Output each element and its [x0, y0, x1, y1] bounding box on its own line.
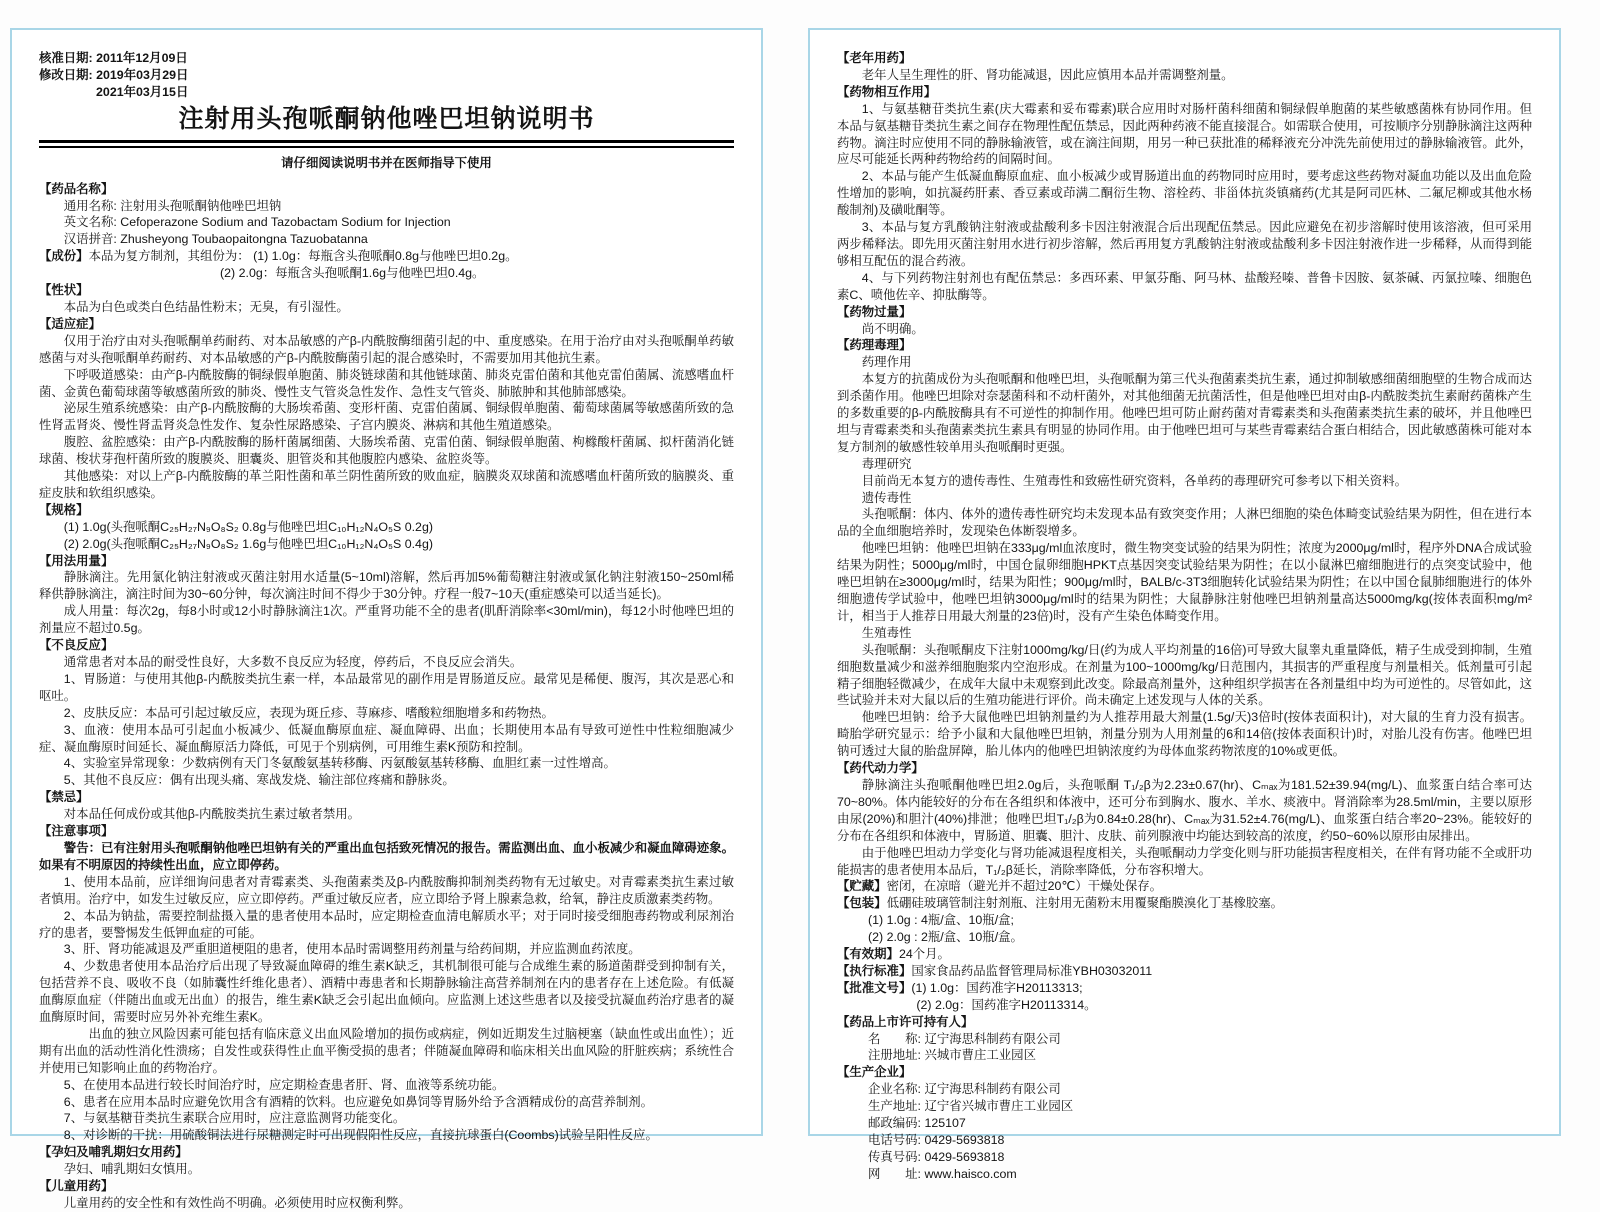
section-heading: 【用法用量】 — [39, 553, 114, 568]
section-heading: 【性状】 — [39, 283, 89, 298]
section-inline — [837, 963, 1532, 980]
paragraph: 静脉滴注头孢哌酮他唑巴坦2.0g后，头孢哌酮 T₁/₂β为2.23±0.67(hr)、Cₘₐₓ为181.52±39.94(mg/L)、血浆蛋白结合率可达70~80%。体内能较好的分布在各组织和体液中，还可分布到胸水、腹水、羊水、痰液中。肾消除率为28.5ml/min，主要以原形由尿(20%)和胆汁(40%)排泄；他唑巴坦T₁/₂β为0.84±0.28(hr)、Cₘₐₓ为31.52±4.76(mg/L)、血浆蛋白结合率20~23%。能较好的分布在各组织和体液中，胃肠道、胆囊、胆汁、皮肤、前列腺液中均能达到较高的浓度，约50~60%以原形由尿排出。 — [837, 777, 1532, 843]
page-right — [808, 28, 1561, 1181]
paragraph: 1、胃肠道：与使用其他β-内酰胺类抗生素一样，本品最常见的副作用是胃肠道反应。最常见是稀便、腹泻，其次是恶心和呕吐。 — [39, 671, 734, 703]
title-divider — [39, 140, 734, 148]
continuation-line: (2) 2.0g：国药准字H20113314。 — [916, 997, 1097, 1012]
detail-line: 英文名称: Cefoperazone Sodium and Tazobactam Sodium for Injection — [63, 215, 451, 230]
paragraph: 尚不明确。 — [861, 321, 924, 336]
section-inline — [837, 980, 1532, 997]
detail-line: 注册地址: 兴城市曹庄工业园区 — [868, 1048, 1036, 1063]
section-heading: 【有效期】 — [837, 947, 899, 962]
section-heading: 【药品上市许可持有人】 — [837, 1014, 974, 1029]
paragraph: 生殖毒性 — [861, 625, 912, 640]
paragraph: 毒理研究 — [861, 456, 912, 471]
paragraph: 遗传毒性 — [861, 490, 912, 505]
document-title: 注射用头孢哌酮钠他唑巴坦钠说明书 — [178, 104, 595, 133]
paragraph: 2、皮肤反应：本品可引起过敏反应，表现为斑丘疹、荨麻疹、嗜酸粒细胞增多和药物热。 — [63, 705, 554, 720]
paragraph: 他唑巴坦钠：给予大鼠他唑巴坦钠剂量约为人推荐用最大剂量(1.5g/天)3倍时(按体表面积计)，对大鼠的生育力没有损害。畸胎学研究显示：给予小鼠和大鼠他唑巴坦钠，剂量分别为人用剂量的6和14倍(按体表面积计)时，对胎儿没有伤害。他唑巴坦钠可透过大鼠的胎盘屏障，胎儿体内的他唑巴坦钠浓度约为母体血浆药物浓度的10%或更低。 — [837, 710, 1532, 759]
paragraph: 出血的独立风险因素可能包括有临床意义出血风险增加的损伤或病症，例如近期发生过脑梗塞（缺血性或出血性）；近期有出血的活动性消化性溃疡；自发性或获得性止血平衡受损的患者；伴随凝血障碍和临床相关出血风险的肝脏疾病；系统性合并使用已知影响止血的药物治疗。 — [39, 1026, 734, 1075]
detail-line: 名 称: 辽宁海思科制药有限公司 — [868, 1031, 1061, 1046]
section-inline-text: 密闭，在凉暗（避光并不超过20℃）干燥处保存。 — [886, 879, 1163, 894]
section-heading: 【禁忌】 — [39, 790, 89, 805]
detail-line: 邮政编码: 125107 — [868, 1116, 966, 1131]
section-heading: 【执行标准】 — [837, 963, 912, 978]
paragraph: 6、患者在应用本品时应避免饮用含有酒精的饮料。也应避免如鼻饲等胃肠外给予含酒精成份的高营养制剂。 — [63, 1094, 654, 1109]
paragraph: 头孢哌酮：头孢哌酮皮下注射1000mg/kg/日(约为成人平均剂量的16倍)可导致大鼠睾丸重量降低，精子生成受到抑制，生殖细胞数量减少和滋养细胞胞浆内空泡形成。在剂量为100~1000mg/kg/日范围内，其损害的严重程度与剂量相关。低剂量可引起精子细胞轻微减少，在成年大鼠中未观察到此改变。除最高剂量外，这种组织学损害在各剂量组中均为可逆性的。尽管如此，这些试验并未对大鼠以后的生殖功能进行评价。尚未确定上述发现与人体的关系。 — [837, 642, 1532, 708]
revision-date-line-2: 2021年03月15日 — [96, 84, 189, 99]
paragraph: 4、与下列药物注射剂也有配伍禁忌：多西环素、甲氯芬酯、阿马林、盐酸羟嗪、普鲁卡因胺、氨茶碱、丙氯拉嗪、细胞色素C、喷他佐辛、抑肽酶等。 — [837, 270, 1532, 302]
paragraph: 成人用量：每次2g，每8小时或12小时静脉滴注1次。严重肾功能不全的患者(肌酐消除率<30ml/min)，每12小时他唑巴坦的剂量应不超过0.5g。 — [39, 604, 734, 636]
section-inline-text: 本品为复方制剂，其组份为： (1) 1.0g：每瓶含头孢哌酮0.8g与他唑巴坦0.2g。 — [88, 249, 518, 264]
paragraph: 老年人呈生理性的肝、肾功能减退，因此应慎用本品并需调整剂量。 — [861, 67, 1234, 82]
revision-date-line: 修改日期: 2019年03月29日 — [39, 67, 189, 82]
detail-line: (2) 2.0g : 2瓶/盒、10瓶/盒。 — [868, 930, 1023, 945]
paragraph: 他唑巴坦钠：他唑巴坦钠在333μg/ml血浓度时，微生物突变试验的结果为阴性；浓度为2000μg/ml时，程序外DNA合成试验结果为阴性；5000μg/ml时，中国仓鼠卵细胞HPKT点基因突变试验结果为阴性；在以小鼠淋巴瘤细胞进行的点突变试验中，他唑巴坦钠在≥3000μg/ml时，结果为阳性；900μg/ml时，BALB/c-3T3细胞转化试验结果为阴性；在以中国仓鼠肺细胞进行的体外细胞遗传学试验中，他唑巴坦钠3000μg/ml时的结果为阴性；大鼠静脉注射他唑巴坦钠剂量高达5000mg/kg(按体表面积mg/m²计，相当于人推荐日用最大剂量的23倍)时，没有产生染色体畸变作用。 — [837, 541, 1532, 623]
detail-line: (2) 2.0g(头孢哌酮C₂₅H₂₇N₉O₈S₂ 1.6g与他唑巴坦C₁₀H₁₂N₄O₅S 0.4g) — [63, 536, 433, 551]
paragraph: 3、本品与复方乳酸钠注射液或盐酸利多卡因注射液混合后出现配伍禁忌。因此应避免在初步溶解时使用该溶液，但可采用两步稀释法。即先用灭菌注射用水进行初步溶解，然后再用复方乳酸钠注射液或盐酸利多卡因注射液作进一步稀释，从而得到能够相互配伍的混合药液。 — [837, 220, 1532, 268]
section-inline — [39, 248, 734, 265]
paragraph: 腹腔、盆腔感染：由产β-内酰胺酶的肠杆菌属细菌、大肠埃希菌、克雷伯菌、铜绿假单胞菌、枸橼酸杆菌属、拟杆菌消化链球菌、梭状芽孢杆菌所致的腹膜炎、胆囊炎、胆管炎和其他腹腔内感染、盆腔炎等。 — [39, 435, 734, 467]
paragraph: 8、对诊断的干扰：用硫酸铜法进行尿糖测定时可出现假阳性反应，直接抗球蛋白(Coombs)试验呈阳性反应。 — [63, 1128, 658, 1143]
section-inline-text: 低硼硅玻璃管制注射剂瓶、注射用无菌粉末用覆聚酯膜溴化丁基橡胶塞。 — [886, 896, 1284, 911]
paragraph: 3、血液：使用本品可引起血小板减少、低凝血酶原血症、凝血障碍、出血；长期使用本品有导致可逆性中性粒细胞减少症、凝血酶原时间延长、凝血酶原活力降低，可见于个别病例，可用维生素K预防和控制。 — [39, 722, 734, 754]
paragraph: 5、其他不良反应：偶有出现头痛、寒战发烧、输注部位疼痛和静脉炎。 — [63, 773, 455, 788]
detail-line: 企业名称: 辽宁海思科制药有限公司 — [868, 1082, 1061, 1097]
section-heading: 【贮藏】 — [837, 879, 887, 894]
paragraph: 4、少数患者使用本品治疗后出现了导致凝血障碍的维生素K缺乏，其机制很可能与合成维生素的肠道菌群受到抑制有关，包括营养不良、吸收不良（如肺囊性纤维化患者）、酒精中毒患者和长期静脉输注高营养制剂在内的患者存在上述危险。有低凝血酶原血症（伴随出血或无出血）的报告，维生素K缺乏会引起出血倾向。应监测上述这些患者以及接受抗凝血药治疗患者的凝血酶原时间，需要时应另外补充维生素K。 — [39, 959, 734, 1025]
approval-date-line: 核准日期: 2011年12月09日 — [39, 51, 188, 65]
section-heading: 【药品名称】 — [39, 181, 114, 196]
section-inline — [837, 946, 1532, 963]
section-heading: 【药物过量】 — [837, 304, 912, 319]
section-heading: 【孕妇及哺乳期妇女用药】 — [39, 1145, 188, 1160]
read-instruction-notice: 请仔细阅读说明书并在医师指导下使用 — [281, 155, 492, 170]
section-heading: 【老年用药】 — [837, 51, 912, 65]
paragraph: 1、与氨基糖苷类抗生素(庆大霉素和妥布霉素)联合应用时对肠杆菌科细菌和铜绿假单胞菌的某些敏感菌株有协同作用。但本品与氨基糖苷类抗生素之间存在物理性配伍禁忌，因此两种药液不能直接混合。如需联合使用，可按顺序分别静脉滴注这两种药物。滴注时应使用不同的静脉输液管，或在滴注间期，用另一种已获批准的稀释液充分冲洗先前使用过的静脉输液管。此外，应尽可能延长两种药物给药的间隔时间。 — [837, 101, 1532, 167]
detail-line: 汉语拼音: Zhusheyong Toubaopaitongna Tazuobatanna — [63, 232, 368, 247]
paragraph: 仅用于治疗由对头孢哌酮单药耐药、对本品敏感的产β-内酰胺酶细菌引起的中、重度感染。在用于治疗由对头孢哌酮单药敏感菌与对头孢哌酮单药耐药、对本品敏感的产β-内酰胺酶菌引起的混合感染时，不需要加用其他抗生素。 — [39, 333, 734, 365]
paragraph: 其他感染：对以上产β-内酰胺酶的革兰阳性菌和革兰阴性菌所致的败血症，脑膜炎双球菌和流感嗜血杆菌所致的脑膜炎、重症皮肤和软组织感染。 — [39, 469, 734, 500]
paragraph: 警告：已有注射用头孢哌酮钠他唑巴坦钠有关的严重出血包括致死情况的报告。需监测出血、血小板减少和凝血障碍迹象。如果有不明原因的持续性出血，应立即停药。 — [39, 840, 734, 872]
section-heading: 【包装】 — [837, 896, 887, 911]
continuation-line: (2) 2.0g：每瓶含头孢哌酮1.6g与他唑巴坦0.4g。 — [220, 266, 485, 281]
section-heading: 【注意事项】 — [39, 824, 114, 839]
paragraph: 通常患者对本品的耐受性良好，大多数不良反应为轻度，停药后，不良反应会消失。 — [63, 655, 523, 669]
detail-line: 电话号码: 0429-5693818 — [868, 1133, 1005, 1147]
paragraph: 药理作用 — [861, 355, 912, 370]
page-left — [10, 28, 763, 1210]
section-inline-text: (1) 1.0g：国药准字H20113313; — [911, 980, 1083, 995]
paragraph: 对本品任何成份或其他β-内酰胺类抗生素过敏者禁用。 — [63, 807, 361, 822]
section-heading: 【批准文号】 — [837, 980, 912, 995]
section-inline — [837, 895, 1532, 912]
paragraph: 下呼吸道感染：由产β-内酰胺酶的铜绿假单胞菌、肺炎链球菌和其他链球菌、肺炎克雷伯菌和其他克雷伯菌属、流感嗜血杆菌、金黄色葡萄球菌等敏感菌所致的肺炎、慢性支气管炎急性发作、急性支气管炎、肺脓肿和其他肺部感染。 — [39, 367, 734, 399]
section-inline-text: 国家食品药品监督管理局标准YBH03032011 — [911, 963, 1153, 978]
section-inline — [837, 878, 1532, 895]
paragraph: 2、本品与能产生低凝血酶原血症、血小板减少或胃肠道出血的药物同时应用时，要考虑这些药物对凝血功能以及出血危险性增加的影响，如抗凝药肝素、香豆素或茚满二酮衍生物、溶栓药、非甾体抗炎镇痛药(尤其是阿司匹林、二氟尼柳或其他水杨酸制剂)及磺吡酮等。 — [837, 169, 1532, 218]
paragraph: 本复方的抗菌成份为头孢哌酮和他唑巴坦，头孢哌酮为第三代头孢菌素类抗生素，通过抑制敏感细菌细胞壁的生物合成而达到杀菌作用。他唑巴坦除对奈瑟菌科和不动杆菌外，对其他细菌无抗菌活性，但是他唑巴坦对由β-内酰胺类抗生素耐药菌株产生的多数重要的β-内酰胺酶具有不可逆性的抑制作用。他唑巴坦可防止耐药菌对青霉素类和头孢菌素类抗生素的破坏，并且他唑巴坦与青霉素类和头孢菌素类抗生素具有明显的协同作用。由于他唑巴坦可与某些青霉素结合蛋白相结合，因此敏感菌株可能对本复方制剂的敏感性较单用头孢哌酮时更强。 — [837, 372, 1532, 454]
paragraph: 泌尿生殖系统感染：由产β-内酰胺酶的大肠埃希菌、变形杆菌、克雷伯菌属、铜绿假单胞菌、葡萄球菌属等敏感菌所致的急性肾盂肾炎、慢性肾盂肾炎急性发作、复杂性尿路感染、子宫内膜炎、淋病和其他生殖道感染。 — [39, 401, 734, 433]
detail-line: 生产地址: 辽宁省兴城市曹庄工业园区 — [868, 1099, 1074, 1114]
paragraph: 5、在使用本品进行较长时间治疗时，应定期检查患者肝、肾、血液等系统功能。 — [63, 1077, 505, 1092]
detail-line: (1) 1.0g : 4瓶/盒、10瓶/盒; — [868, 913, 1014, 928]
paragraph: 4、实验室异常现象：少数病例有天门冬氨酸氨基转移酶、丙氨酸氨基转移酶、血胆红素一过性增高。 — [63, 756, 616, 771]
section-heading: 【药代动力学】 — [837, 761, 924, 776]
section-heading: 【药物相互作用】 — [837, 84, 937, 99]
paragraph: 目前尚无本复方的遗传毒性、生殖毒性和致癌性研究资料，各单药的毒理研究可参考以下相关资料。 — [861, 473, 1407, 488]
paragraph: 1、使用本品前，应详细询问患者对青霉素类、头孢菌素类及β-内酰胺酶抑制剂类药物有无过敏史。对青霉素类抗生素过敏者慎用。治疗中，如发生过敏反应，应立即停药。严重过敏反应者，应立即给予肾上腺素急救，给氧，静注皮质激素类药物。 — [39, 874, 734, 906]
detail-line: 传真号码: 0429-5693818 — [868, 1149, 1005, 1164]
section-heading: 【生产企业】 — [837, 1065, 912, 1080]
paragraph: 本品为白色或类白色结晶性粉末；无臭，有引湿性。 — [63, 299, 349, 314]
detail-line: (1) 1.0g(头孢哌酮C₂₅H₂₇N₉O₈S₂ 0.8g与他唑巴坦C₁₀H₁₂N₄O₅S 0.2g) — [63, 519, 433, 534]
detail-line: 通用名称: 注射用头孢哌酮钠他唑巴坦钠 — [63, 198, 282, 213]
section-heading: 【规格】 — [39, 502, 89, 517]
paragraph: 静脉滴注。先用氯化钠注射液或灭菌注射用水适量(5~10ml)溶解，然后再加5%葡萄糖注射液或氯化钠注射液150~250ml稀释供静脉滴注，滴注时间为30~60分钟，每次滴注时间不得少于30分钟。疗程一般7~10天(重症感染可以适当延长)。 — [39, 570, 734, 602]
paragraph: 儿童用药的安全性和有效性尚不明确。必须使用时应权衡利弊。 — [63, 1196, 411, 1210]
paragraph: 3、肝、肾功能减退及严重胆道梗阻的患者，使用本品时需调整用药剂量与给药间期，并应监测血药浓度。 — [63, 942, 641, 957]
paragraph: 由于他唑巴坦动力学变化与肾功能减退程度相关，头孢哌酮动力学变化则与肝功能损害程度相关，在伴有肾功能不全或肝功能损害的患者使用本品后，T₁/₂β延长，消除率降低，分布容积增大。 — [837, 845, 1532, 877]
section-heading: 【成份】 — [39, 249, 89, 264]
paragraph: 7、与氨基糖苷类抗生素联合应用时，应注意监测肾功能变化。 — [63, 1111, 406, 1126]
paragraph: 头孢哌酮：体内、体外的遗传毒性研究均未发现本品有致突变作用；人淋巴细胞的染色体畸变试验结果为阴性，但在进行本品的全血细胞培养时，发现染色体断裂增多。 — [837, 507, 1532, 539]
paragraph: 2、本品为钠盐，需要控制盐摄入量的患者使用本品时，应定期检查血清电解质水平；对于同时接受细胞毒药物或利尿剂治疗的患者，要警惕发生低钾血症的可能。 — [39, 908, 734, 940]
paragraph: 孕妇、哺乳期妇女慎用。 — [63, 1162, 201, 1177]
section-inline-text: 24个月。 — [898, 947, 950, 962]
section-heading: 【儿童用药】 — [39, 1179, 114, 1194]
section-heading: 【药理毒理】 — [837, 338, 912, 353]
section-heading: 【适应症】 — [39, 316, 101, 331]
section-heading: 【不良反应】 — [39, 638, 114, 653]
detail-line: 网 址: www.haisco.com — [868, 1166, 1017, 1181]
